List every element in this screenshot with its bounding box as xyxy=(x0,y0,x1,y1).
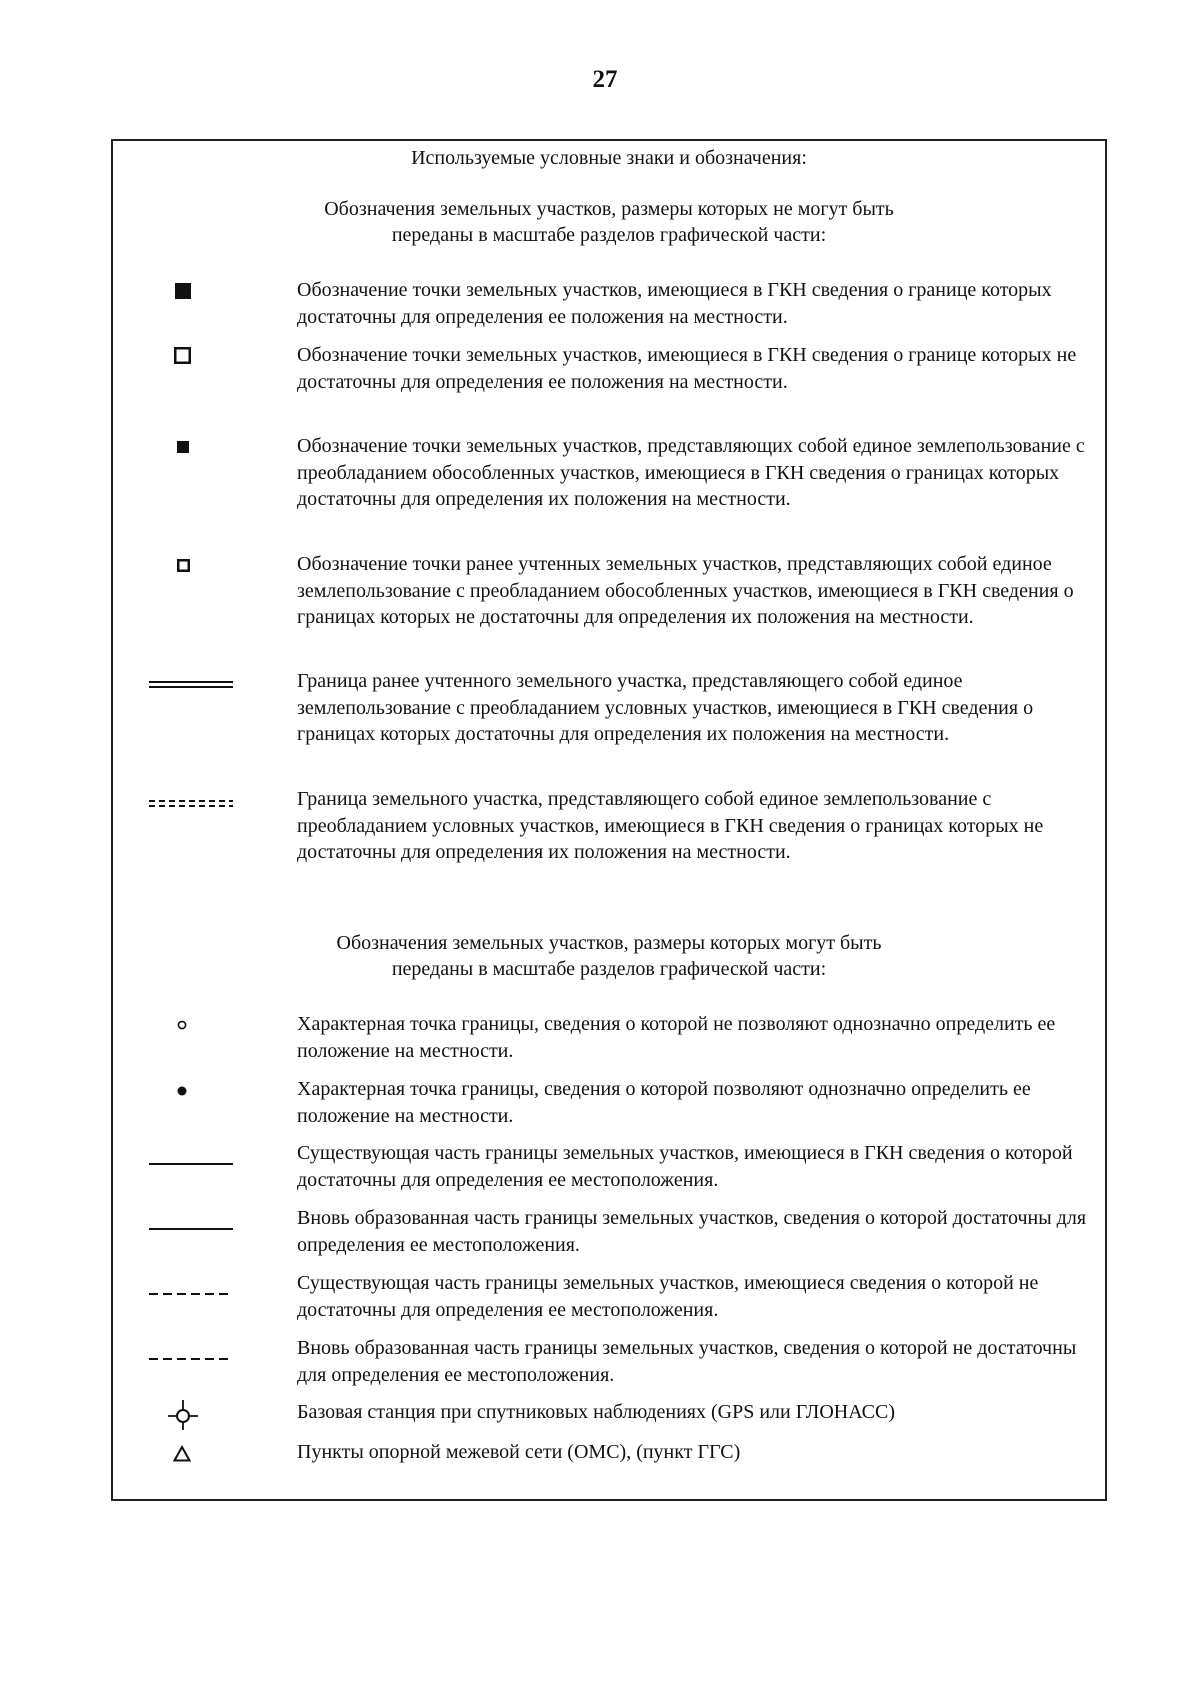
legend-item-text: Обозначение точки ранее учтенных земельных участков, представляющих собой единое землепользование с преобладанием обособленных участков, имеющиеся в ГКН сведения о границах которых не достаточны для определения их положения на местности. xyxy=(297,553,1074,628)
large-filled-square-icon xyxy=(175,283,191,299)
legend-item-text: Пункты опорной межевой сети (ОМС), (пункт ГГС) xyxy=(297,1441,741,1463)
dashed-line-icon xyxy=(149,1357,233,1361)
filled-circle-icon xyxy=(177,1086,187,1096)
section1-heading xyxy=(113,196,1105,248)
solid-line-icon xyxy=(149,1162,233,1166)
section1-heading-line1: Обозначения земельных участков, размеры которых не могут быть xyxy=(324,198,894,220)
legend-item-text: Характерная точка границы, сведения о которой не позволяют однозначно определить ее положение на местности. xyxy=(297,1013,1056,1062)
legend-item-text: Базовая станция при спутниковых наблюдениях (GPS или ГЛОНАСС) xyxy=(297,1401,896,1423)
base-station-icon xyxy=(168,1400,198,1430)
legend-item-text: Граница ранее учтенного земельного участка, представляющего собой единое землепользование с преобладанием условных участков, имеющиеся в ГКН сведения о границах которых достаточны для определения их положения на местности. xyxy=(297,670,1034,745)
double-line-icon xyxy=(149,680,233,690)
hollow-circle-icon xyxy=(177,1020,187,1030)
section2-heading-line2: переданы в масштабе разделов графической части: xyxy=(391,958,827,980)
legend-item-text: Обозначение точки земельных участков, имеющиеся в ГКН сведения о границе которых достаточны для определения ее положения на местности. xyxy=(297,279,1052,328)
dashed-line-icon xyxy=(149,1292,233,1296)
legend-item-text: Характерная точка границы, сведения о которой позволяют однозначно определить ее положение на местности. xyxy=(297,1078,1031,1127)
legend-item-text: Вновь образованная часть границы земельных участков, сведения о которой достаточны для определения ее местоположения. xyxy=(297,1207,1087,1256)
large-hollow-square-icon xyxy=(174,347,191,364)
legend-title: Используемые условные знаки и обозначения: xyxy=(411,147,807,169)
legend-item-text: Обозначение точки земельных участков, представляющих собой единое землепользование с преобладанием обособленных участков, имеющиеся в ГКН сведения о границах которых достаточны для определения их положения на местности. xyxy=(297,435,1085,510)
small-filled-square-icon xyxy=(177,441,189,453)
legend-frame xyxy=(111,139,1107,1501)
solid-line-icon xyxy=(149,1227,233,1231)
legend-item-text: Существующая часть границы земельных участков, имеющиеся в ГКН сведения о которой достаточны для определения ее местоположения. xyxy=(297,1142,1073,1191)
section2-heading xyxy=(113,930,1105,982)
triangle-icon xyxy=(173,1445,191,1462)
small-hollow-square-icon xyxy=(177,559,190,572)
double-dashed-line-icon xyxy=(149,799,233,809)
section2-heading-line1: Обозначения земельных участков, размеры которых могут быть xyxy=(336,932,882,954)
legend-item-text: Граница земельного участка, представляющего собой единое землепользование с преобладанием условных участков, имеющиеся в ГКН сведения о границах которых не достаточны для определения их положения на местности. xyxy=(297,788,1044,863)
section1-heading-line2: переданы в масштабе разделов графической части: xyxy=(391,224,827,246)
legend-item-text: Обозначение точки земельных участков, имеющиеся в ГКН сведения о границе которых не достаточны для определения ее положения на местности. xyxy=(297,344,1077,393)
page-number: 27 xyxy=(592,66,618,93)
legend-item-text: Существующая часть границы земельных участков, имеющиеся сведения о которой не достаточны для определения ее местоположения. xyxy=(297,1272,1039,1321)
legend-item-text: Вновь образованная часть границы земельных участков, сведения о которой не достаточны для определения ее местоположения. xyxy=(297,1337,1077,1386)
